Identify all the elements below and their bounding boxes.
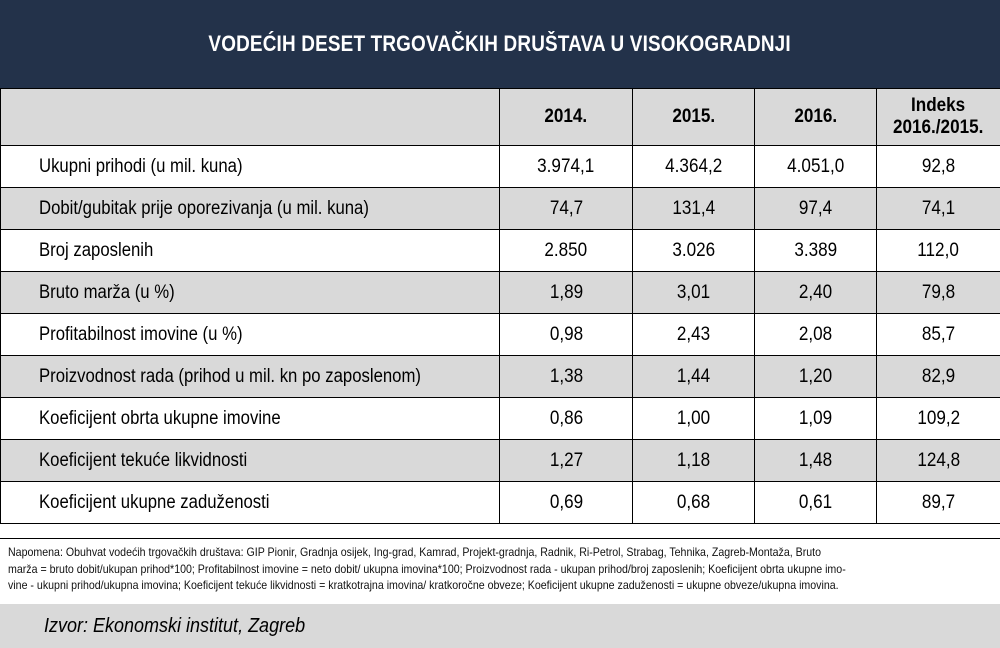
value-2014: 0,86 bbox=[500, 398, 633, 440]
header-row bbox=[1, 89, 1000, 146]
value-index: 79,8 bbox=[877, 272, 1000, 314]
value-index: 89,7 bbox=[877, 482, 1000, 524]
value-2015: 2,43 bbox=[633, 314, 755, 356]
value-2015: 1,44 bbox=[633, 356, 755, 398]
table-row bbox=[1, 398, 1000, 440]
row-label: Koeficijent tekuće likvidnosti bbox=[1, 440, 500, 482]
value-2015: 3.026 bbox=[633, 230, 755, 272]
table-row bbox=[1, 440, 1000, 482]
table-row bbox=[1, 230, 1000, 272]
value-2016: 0,61 bbox=[755, 482, 877, 524]
table-area bbox=[0, 88, 1000, 538]
value-2016: 1,09 bbox=[755, 398, 877, 440]
footnote-line-2: marža = bruto dobit/ukupan prihod*100; Profitabilnost imovine = neto dobit/ ukupna imovina*100; Proizvodnost rada - ukupan prihod/broj zaposlenih; Koeficijent obrta ukupne imo- bbox=[8, 561, 846, 576]
value-index: 124,8 bbox=[877, 440, 1000, 482]
value-index: 92,8 bbox=[877, 146, 1000, 188]
value-2016: 2,40 bbox=[755, 272, 877, 314]
row-label: Koeficijent obrta ukupne imovine bbox=[1, 398, 500, 440]
value-2014: 1,27 bbox=[500, 440, 633, 482]
value-2016: 2,08 bbox=[755, 314, 877, 356]
value-2015: 131,4 bbox=[633, 188, 755, 230]
value-2014: 3.974,1 bbox=[500, 146, 633, 188]
footnote-line-3: vine - ukupni prihod/ukupna imovina; Koeficijent tekuće likvidnosti = kratkotrajna imovina/ kratkoročne obveze; Koeficijent ukupne zaduženosti = ukupne obveze/ukupna imovina. bbox=[8, 578, 839, 592]
value-2014: 74,7 bbox=[500, 188, 633, 230]
value-2015: 0,68 bbox=[633, 482, 755, 524]
value-2015: 1,00 bbox=[633, 398, 755, 440]
header-2014: 2014. bbox=[500, 89, 633, 146]
value-2015: 4.364,2 bbox=[633, 146, 755, 188]
value-2015: 1,18 bbox=[633, 440, 755, 482]
table-row bbox=[1, 356, 1000, 398]
title-bar bbox=[0, 0, 1000, 88]
table-row bbox=[1, 482, 1000, 524]
header-2016: 2016. bbox=[755, 89, 877, 146]
table-row bbox=[1, 272, 1000, 314]
source-text: Izvor: Ekonomski institut, Zagreb bbox=[44, 614, 306, 637]
value-2015: 3,01 bbox=[633, 272, 755, 314]
value-2014: 0,69 bbox=[500, 482, 633, 524]
source-bar bbox=[0, 604, 1000, 648]
row-label: Broj zaposlenih bbox=[1, 230, 500, 272]
footnote-line-1: Napomena: Obuhvat vodećih trgovačkih društava: GIP Pionir, Gradnja osijek, Ing-grad, Kamrad, Projekt-gradnja, Radnik, Ri-Petrol, Strabag, Tehnika, Zagreb-Montaža, Bruto bbox=[8, 545, 822, 559]
row-label: Ukupni prihodi (u mil. kuna) bbox=[1, 146, 500, 188]
row-label: Profitabilnost imovine (u %) bbox=[1, 314, 500, 356]
value-2014: 1,89 bbox=[500, 272, 633, 314]
header-2015: 2015. bbox=[633, 89, 755, 146]
data-table bbox=[0, 88, 1000, 524]
value-2016: 1,48 bbox=[755, 440, 877, 482]
header-label-cell bbox=[1, 89, 500, 146]
header-index: Indeks 2016./2015. bbox=[877, 89, 1000, 146]
value-index: 82,9 bbox=[877, 356, 1000, 398]
value-2014: 0,98 bbox=[500, 314, 633, 356]
row-label: Proizvodnost rada (prihod u mil. kn po zaposlenom) bbox=[1, 356, 500, 398]
table-title: VODEĆIH DESET TRGOVAČKIH DRUŠTAVA U VISOKOGRADNJI bbox=[208, 31, 792, 56]
value-2014: 1,38 bbox=[500, 356, 633, 398]
table-row bbox=[1, 314, 1000, 356]
value-2016: 97,4 bbox=[755, 188, 877, 230]
row-label: Bruto marža (u %) bbox=[1, 272, 500, 314]
value-2016: 4.051,0 bbox=[755, 146, 877, 188]
footnote bbox=[0, 538, 1000, 604]
value-2016: 3.389 bbox=[755, 230, 877, 272]
value-2014: 2.850 bbox=[500, 230, 633, 272]
value-index: 109,2 bbox=[877, 398, 1000, 440]
value-index: 74,1 bbox=[877, 188, 1000, 230]
row-label: Koeficijent ukupne zaduženosti bbox=[1, 482, 500, 524]
value-2016: 1,20 bbox=[755, 356, 877, 398]
value-index: 112,0 bbox=[877, 230, 1000, 272]
value-index: 85,7 bbox=[877, 314, 1000, 356]
table-body bbox=[1, 146, 1000, 524]
table-row bbox=[1, 146, 1000, 188]
row-label: Dobit/gubitak prije oporezivanja (u mil. kuna) bbox=[1, 188, 500, 230]
table-row bbox=[1, 188, 1000, 230]
